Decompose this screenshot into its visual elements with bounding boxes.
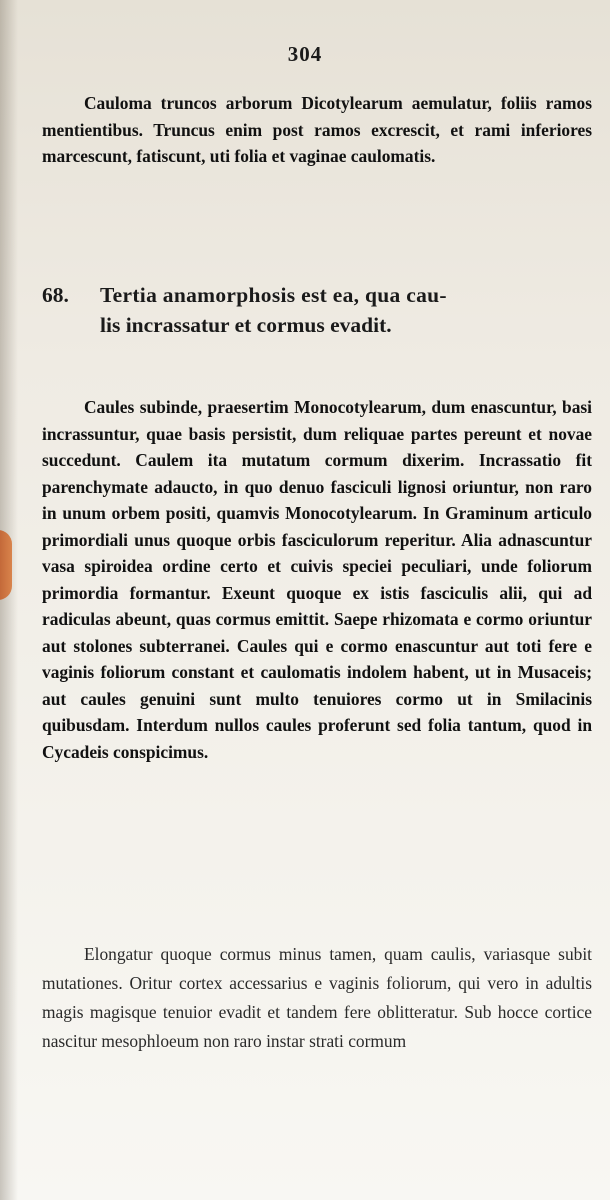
section-heading <box>42 280 592 340</box>
paragraph-2: Caules subinde, praesertim Monocotylearum, dum enascuntur, basi incrassuntur, quae basis persistit, dum reliquae partes pereunt et novae succedunt. Caulem ita mutatum cormum dixerim. Incrassatio fit parenchymate adaucto, in quo denuo fasciculi lignosi oriuntur, non raro in unum orbem positi, quamvis Monocotylearum. In Graminum articulo primordiali unus quoque orbis fasciculorum reperitur. Alia adnascuntur vasa spiroidea ordine certo et cuivis speciei peculiari, unde foliorum primordia formantur. Exeunt quoque ex istis fasciculis alii, qui ad radiculas abeunt, quas cormus emittit. Saepe rhizomata e cormo oriuntur aut stolones subterranei. Caules qui e cormo enascuntur aut toti fere e vaginis foliorum constant et caulomatis indolem habent, ut in Musaceis; aut caules genuini sunt multo tenuiores cormo ut in Smilacinis quibusdam. Interdum nullos caules proferunt sed folia tantum, quod in Cycadeis conspicimus. <box>42 397 592 762</box>
paragraph-3: Elongatur quoque cormus minus tamen, quam caulis, variasque subit mutationes. Oritur cortex accessarius e vaginis foliorum, qui vero in adultis magis magisque tenuior evadit et tandem fere oblitteratur. Sub hocce cortice nascitur mesophloeum non raro instar strati cormum <box>42 944 592 1051</box>
page-gutter-shadow <box>0 0 18 1200</box>
page-number: 304 <box>287 42 323 66</box>
section-number: 68. <box>42 283 69 307</box>
section-title-line-2: lis incrassatur et cormus evadit. <box>100 313 392 337</box>
section-title-line-1: Tertia anamorphosis est ea, qua cau- <box>100 283 447 307</box>
paragraph-1: Cauloma truncos arborum Dicotylearum aemulatur, foliis ramos mentientibus. Truncus enim post ramos excrescit, et rami inferiores marcescunt, fatiscunt, uti folia et vaginae caulomatis. <box>42 93 592 166</box>
finger-edge <box>0 530 12 600</box>
